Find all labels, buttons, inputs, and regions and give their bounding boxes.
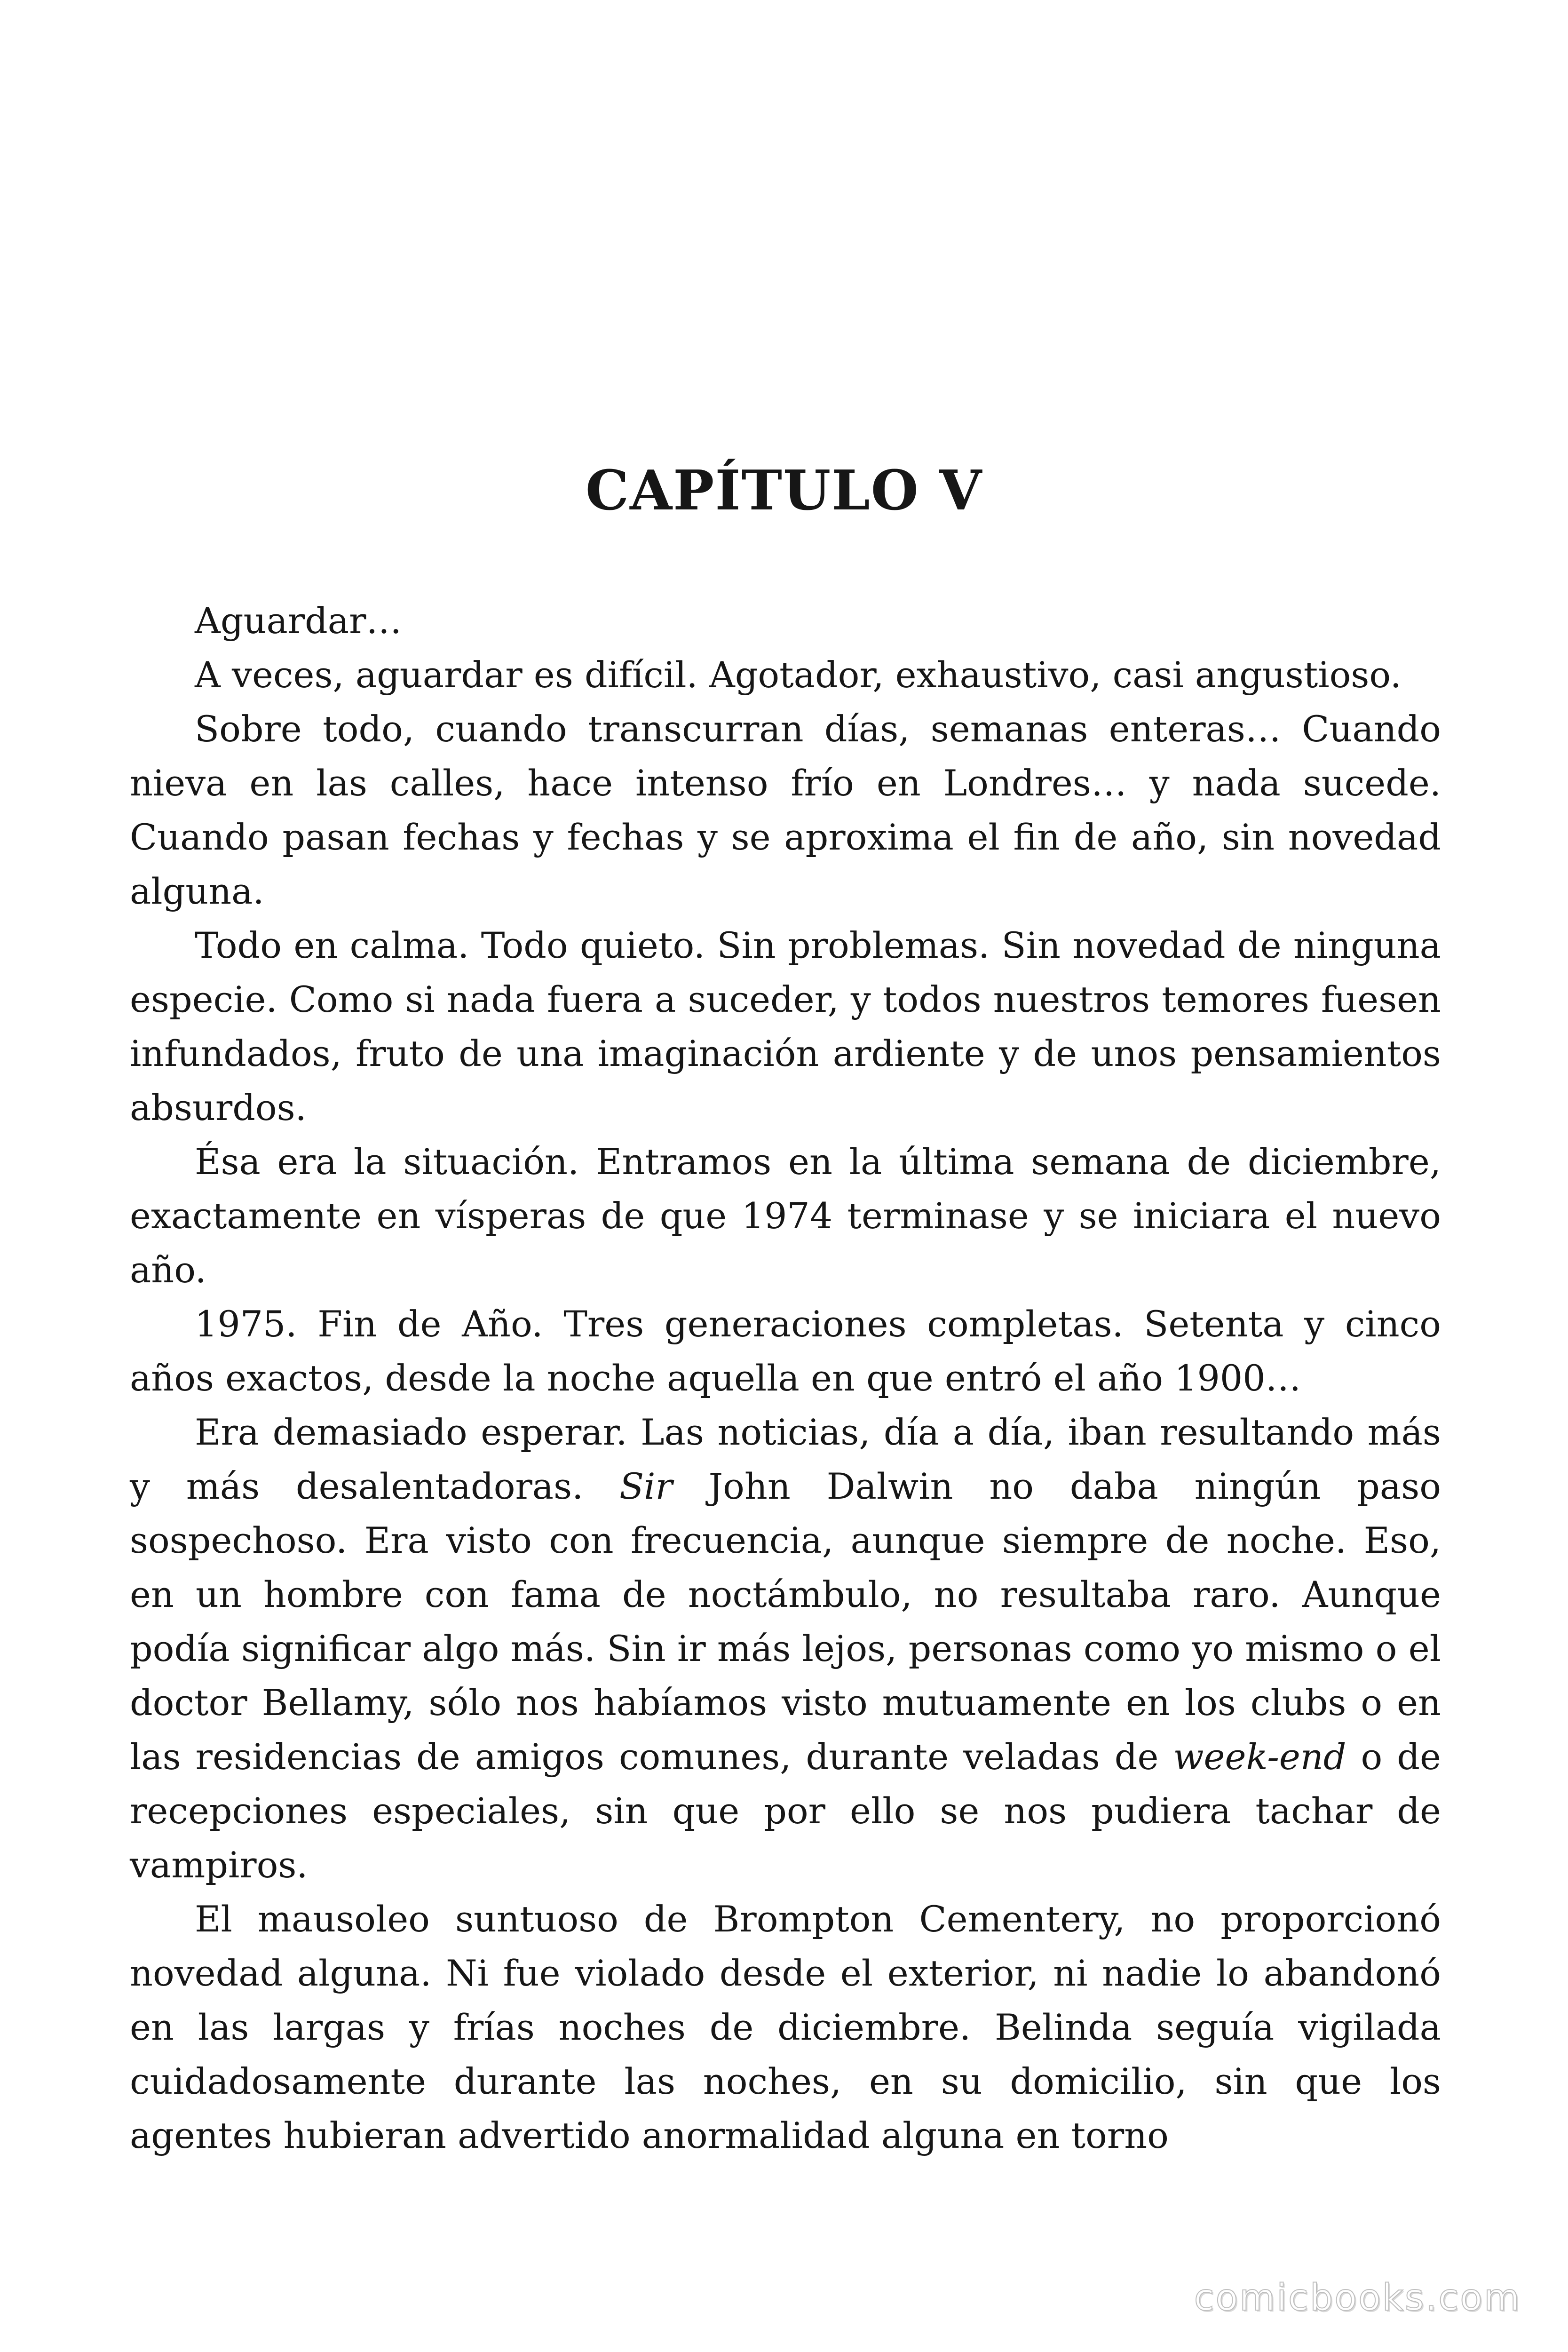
paragraph: Ésa era la situación. Entramos en la última semana de diciembre, exactamente en vísperas de que 1974 terminase y se iniciara el nuevo año. — [130, 1141, 1441, 1291]
chapter-body — [130, 594, 1441, 2162]
paragraph: Aguardar… — [195, 600, 402, 642]
italic-sir: Sir — [619, 1465, 673, 1507]
paragraph: A veces, aguardar es difícil. Agotador, exhaustivo, casi angustioso. — [195, 654, 1402, 696]
paragraph: 1975. Fin de Año. Tres generaciones completas. Setenta y cinco años exactos, desde la noche aquella en que entró el año 1900… — [130, 1303, 1441, 1399]
paragraph: El mausoleo suntuoso de Brompton Cementery, no proporcionó novedad alguna. Ni fue violado desde el exterior, ni nadie lo abandonó en las largas y frías noches de diciembre. Belinda seguía vigilada cuidadosamente durante las noches, en su domicilio, sin que los agentes hubieran advertido anormalidad alguna en torno — [130, 1898, 1441, 2156]
paragraph: Sobre todo, cuando transcurran días, semanas enteras… Cuando nieva en las calles, hace intenso frío en Londres… y nada sucede. Cuando pasan fechas y fechas y se aproxima el fin de año, sin novedad alguna. — [130, 708, 1441, 912]
chapter-title: CAPÍTULO V — [585, 459, 983, 523]
paragraph: Todo en calma. Todo quieto. Sin problemas. Sin novedad de ninguna especie. Como si nada fuera a suceder, y todos nuestros temores fuesen infundados, fruto de una imaginación ardiente y de unos pensamientos absurdos. — [130, 924, 1441, 1128]
watermark: comicbooks.com — [1194, 2277, 1521, 2319]
italic-week-end: week-end — [1173, 1736, 1346, 1778]
paragraph: Era demasiado esperar. Las noticias, día a día, iban resultando más y más desalentadoras. Sir John Dalwin no daba ningún paso sospechoso. Era visto con frecuencia, aunque siempre de noche. Eso, en un hombre con fama de noctámbulo, no resultaba raro. Aunque podía significar algo más. Sin ir más lejos, personas como yo mismo o el doctor Bellamy, sólo nos habíamos visto mutuamente en los clubs o en las residencias de amigos comunes, durante veladas de week-end o de recepciones especiales, sin que por ello se nos pudiera tachar de vampiros. — [130, 1411, 1441, 1886]
